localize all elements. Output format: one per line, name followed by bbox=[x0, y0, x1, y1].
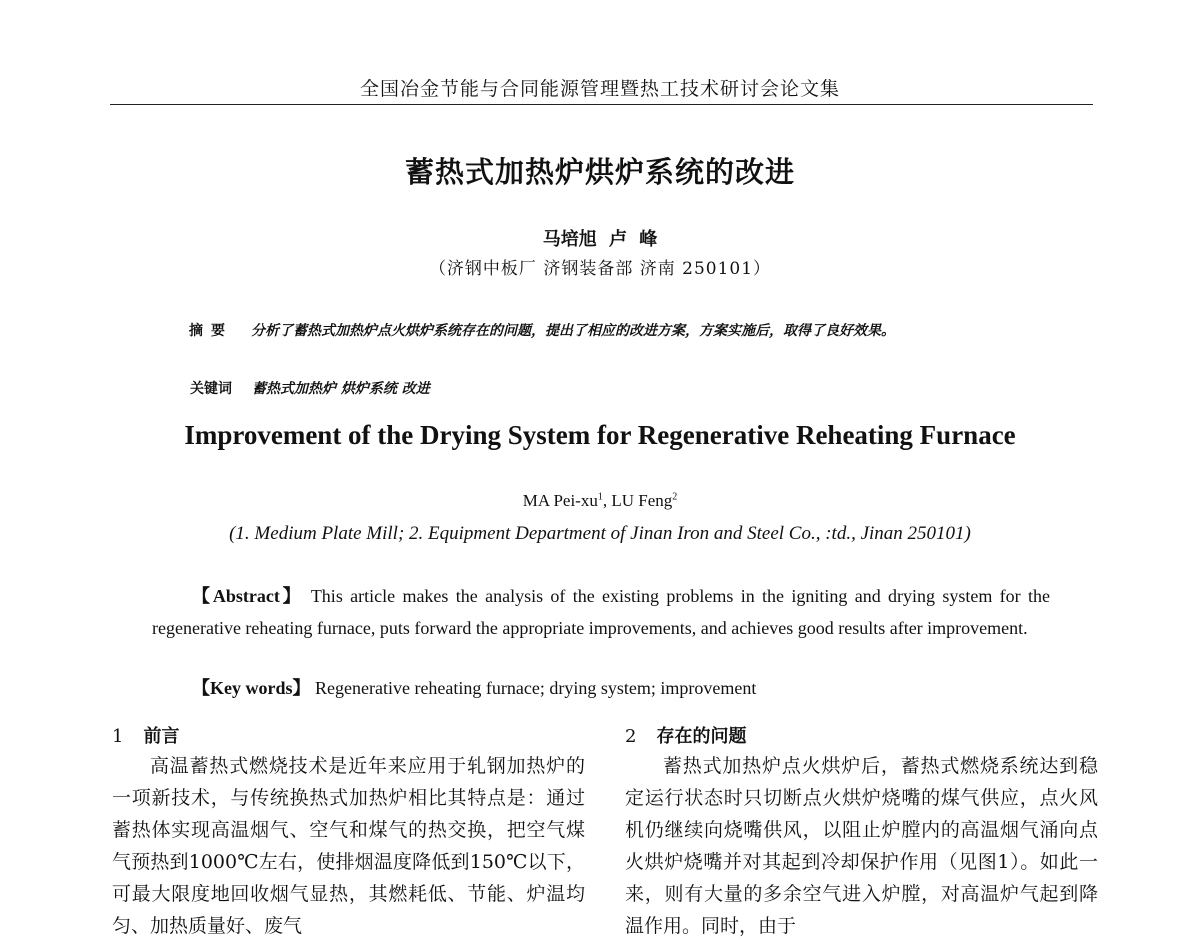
author-1-affil-mark: 1 bbox=[597, 491, 603, 503]
section-body-left bbox=[112, 750, 585, 942]
section-1-paragraph: 高温蓄热式燃烧技术是近年来应用于轧钢加热炉的一项新技术，与传统换热式加热炉相比其特点是：通过蓄热体实现高温烟气、空气和煤气的热交换，把空气煤气预热到1000℃左右，使排烟温度降低到150℃以下，可最大限度地回收烟气显热，其燃耗低、节能、炉温均匀、加热质量好、废气 bbox=[112, 755, 585, 937]
english-affiliation: (1. Medium Plate Mill; 2. Equipment Department of Jinan Iron and Steel Co., :td., Jinan 250101) bbox=[229, 523, 971, 544]
english-keywords-label: 【Key words】 bbox=[192, 678, 311, 698]
section-number: 2 bbox=[625, 726, 637, 747]
section-title: 前言 bbox=[143, 726, 180, 747]
chinese-keywords-label: 关键词 bbox=[190, 381, 232, 397]
english-keywords-text: Regenerative reheating furnace; drying system; improvement bbox=[310, 678, 757, 698]
english-abstract bbox=[152, 580, 1050, 644]
chinese-abstract-text: 分析了蓄热式加热炉点火烘炉系统存在的问题，提出了相应的改进方案，方案实施后，取得了良好效果。 bbox=[251, 323, 895, 339]
chinese-abstract-label: 摘要 bbox=[189, 323, 233, 339]
author-1: MA Pei-xu bbox=[522, 491, 598, 510]
section-number: 1 bbox=[112, 726, 124, 747]
section-heading-2 bbox=[625, 722, 746, 748]
english-abstract-text: This article makes the analysis of the existing problems in the igniting and drying system for the regenerative reheating furnace, puts forward the appropriate improvements, and achieves good results after improvement. bbox=[152, 586, 1050, 638]
english-authors bbox=[0, 491, 1200, 511]
chinese-title: 蓄热式加热炉烘炉系统的改进 bbox=[404, 155, 795, 189]
section-body-right bbox=[625, 750, 1098, 942]
chinese-keywords-text: 蓄热式加热炉 烘炉系统 改进 bbox=[252, 381, 430, 397]
chinese-affiliation: （济钢中板厂 济钢装备部 济南 250101） bbox=[428, 259, 772, 279]
chinese-authors: 马培旭 卢 峰 bbox=[542, 229, 658, 250]
section-title: 存在的问题 bbox=[656, 726, 747, 747]
author-separator: , bbox=[602, 491, 612, 510]
english-title: Improvement of the Drying System for Regenerative Reheating Furnace bbox=[184, 420, 1016, 450]
section-2-paragraph: 蓄热式加热炉点火烘炉后，蓄热式燃烧系统达到稳定运行状态时只切断点火烘炉烧嘴的煤气供应，点火风机仍继续向烧嘴供风，以阻止炉膛内的高温烟气涌向点火烘炉烧嘴并对其起到冷却保护作用（见图1）。如此一来，则有大量的多余空气进入炉膛，对高温炉气起到降温作用。同时，由于 bbox=[625, 755, 1098, 937]
header-divider bbox=[110, 104, 1093, 105]
author-2-affil-mark: 2 bbox=[672, 491, 678, 503]
english-abstract-label: 【Abstract】 bbox=[192, 586, 304, 606]
english-keywords bbox=[192, 674, 1052, 700]
section-heading-1 bbox=[112, 722, 179, 748]
running-header: 全国冶金节能与合同能源管理暨热工技术研讨会论文集 bbox=[359, 78, 840, 100]
chinese-keywords bbox=[190, 378, 1050, 398]
author-2: LU Feng bbox=[611, 491, 673, 510]
chinese-abstract bbox=[145, 318, 1050, 344]
